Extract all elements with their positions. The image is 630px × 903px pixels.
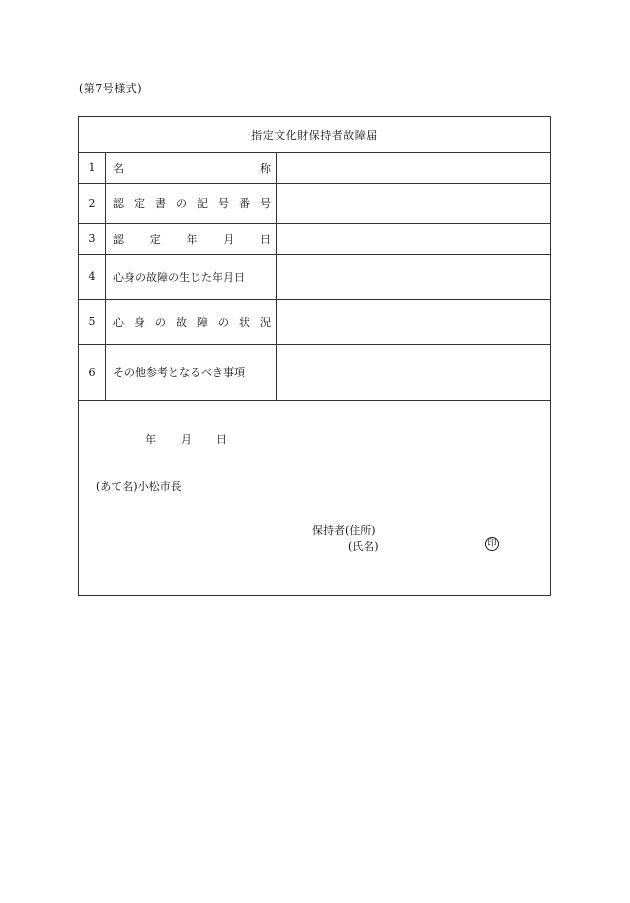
label-char: 身 [134,315,145,329]
holder-address-label: 保持者(住所) [312,524,376,537]
label-char: の [155,315,166,329]
row-number: 4 [79,254,106,299]
label-char: 年 [186,232,198,246]
holder-name-label: (氏名) [348,540,379,553]
row-number: 6 [79,344,106,400]
seal-icon: 印 [485,537,499,551]
value-cert-number-field[interactable] [277,183,551,223]
form-title: 指定文化財保持者故障届 [79,117,550,153]
date-day: 日 [216,433,227,446]
date-month: 月 [181,433,192,446]
label-char: 状 [239,315,250,329]
row-number: 2 [79,183,106,223]
row-label-failure-date [106,254,277,299]
row-label-name [106,153,277,183]
label-char: の [218,315,229,329]
label-char: 障 [197,315,208,329]
label-char: 月 [223,232,235,246]
row-label-cert-date [106,223,277,254]
label-text: その他参考となるべき事項 [113,366,245,379]
label-char: 故 [176,315,187,329]
table-row [79,153,550,183]
label-char: 記 [197,197,208,210]
label-char: 定 [149,232,161,246]
table-row [79,344,550,400]
value-condition-field[interactable] [277,299,551,344]
label-char: 心 [113,315,124,329]
label-char: の [176,197,187,210]
label-char: 書 [155,197,166,210]
label-char: 定 [134,197,145,210]
row-label-cert-number [106,183,277,223]
label-char: 名 [113,161,124,175]
form-number: (第7号様式) [79,82,143,95]
label-char: 称 [260,161,271,175]
signature-section [79,400,550,596]
form-box [78,116,551,596]
label-char: 番 [239,197,250,210]
row-number: 3 [79,223,106,254]
value-other-field[interactable] [277,344,551,400]
label-char: 号 [218,197,229,210]
value-name-field[interactable] [277,153,551,183]
row-number: 5 [79,299,106,344]
label-char: 認 [113,232,124,246]
value-failure-date-field[interactable] [277,254,551,299]
date-year: 年 [145,433,156,446]
table-row [79,223,550,254]
form-table [79,153,550,401]
label-char: 認 [113,197,124,210]
table-row [79,254,550,299]
row-label-other [106,344,277,400]
row-number: 1 [79,153,106,183]
label-text: 心身の故障の生じた年月日 [113,270,245,284]
label-char: 日 [260,232,271,246]
row-label-condition [106,299,277,344]
label-char: 況 [260,315,271,329]
addressee: (あて名)小松市長 [96,480,182,493]
table-row [79,299,550,344]
value-cert-date-field[interactable] [277,223,551,254]
table-row [79,183,550,223]
label-char: 号 [260,197,271,210]
